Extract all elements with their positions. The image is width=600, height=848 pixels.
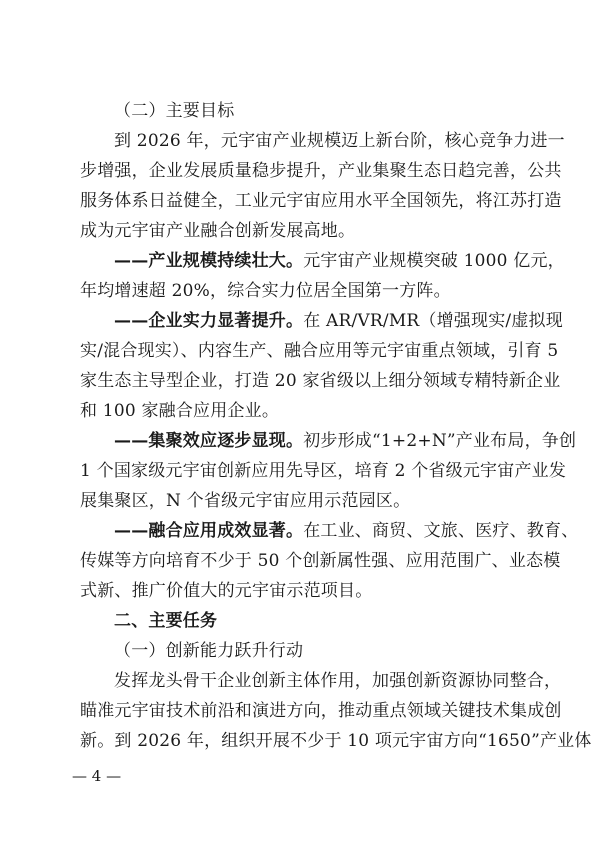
- goal-enterprise-line-4: 和 100 家融合应用企业。: [80, 401, 280, 421]
- goal-scale-lead: ——产业规模持续壮大。: [114, 251, 304, 271]
- goal-scale-paragraph: [114, 246, 565, 276]
- goal-enterprise-lead: ——企业实力显著提升。: [114, 311, 304, 331]
- goal-intro-line-3: 服务体系日益健全，工业元宇宙应用水平全国领先，将江苏打造: [80, 191, 562, 211]
- goal-application-paragraph: [114, 516, 579, 546]
- goal-application-line-3: 式新、推广价值大的元宇宙示范项目。: [80, 581, 373, 601]
- tasks-intro-line-2: 瞄准元宇宙技术前沿和演进方向，推动重点领域关键技术集成创: [80, 701, 562, 721]
- goal-enterprise-text: 在 AR/VR/MR（增强现实/虚拟现: [303, 311, 563, 331]
- goal-application-line-2: 传媒等方向培育不少于 50 个创新属性强、应用范围广、业态模: [80, 551, 561, 571]
- goal-cluster-text: 初步形成“1+2+N”产业布局，争创: [303, 431, 577, 451]
- goal-cluster-lead: ——集聚效应逐步显现。: [114, 431, 304, 451]
- goal-intro-line-4: 成为元宇宙产业融合创新发展高地。: [80, 221, 356, 241]
- goal-enterprise-line-2: 实/混合现实）、内容生产、融合应用等元宇宙重点领域，引育 5: [80, 341, 559, 361]
- page-number: — 4 —: [72, 767, 122, 785]
- section-tasks-heading: 二、主要任务: [114, 611, 218, 631]
- goal-scale-text: 元宇宙产业规模突破 1000 亿元，: [303, 251, 565, 271]
- goal-cluster-line-3: 展集聚区，N 个省级元宇宙应用示范园区。: [80, 491, 411, 511]
- goal-application-lead: ——融合应用成效显著。: [114, 521, 304, 541]
- goal-cluster-paragraph: [114, 426, 577, 456]
- subsection-heading: （一）创新能力跃升行动: [114, 641, 304, 661]
- goal-enterprise-line-3: 家生态主导型企业，打造 20 家省级以上细分领域专精特新企业: [80, 371, 561, 391]
- goal-intro-line-2: 步增强，企业发展质量稳步提升，产业集聚生态日趋完善，公共: [80, 161, 562, 181]
- goal-enterprise-paragraph: [114, 306, 563, 336]
- goal-application-text: 在工业、商贸、文旅、医疗、教育、: [303, 521, 579, 541]
- goal-scale-line-2: 年均增速超 20%，综合实力位居全国第一方阵。: [80, 281, 451, 301]
- goal-cluster-line-2: 1 个国家级元宇宙创新应用先导区，培育 2 个省级元宇宙产业发: [80, 461, 567, 481]
- tasks-intro-line-1: 发挥龙头骨干企业创新主体作用，加强创新资源协同整合，: [114, 671, 562, 691]
- section-goal-heading: （二）主要目标: [114, 101, 235, 121]
- goal-intro-line-1: 到 2026 年，元宇宙产业规模迈上新台阶，核心竞争力进一: [114, 131, 565, 151]
- tasks-intro-line-3: 新。到 2026 年，组织开展不少于 10 项元宇宙方向“1650”产业体: [80, 731, 592, 751]
